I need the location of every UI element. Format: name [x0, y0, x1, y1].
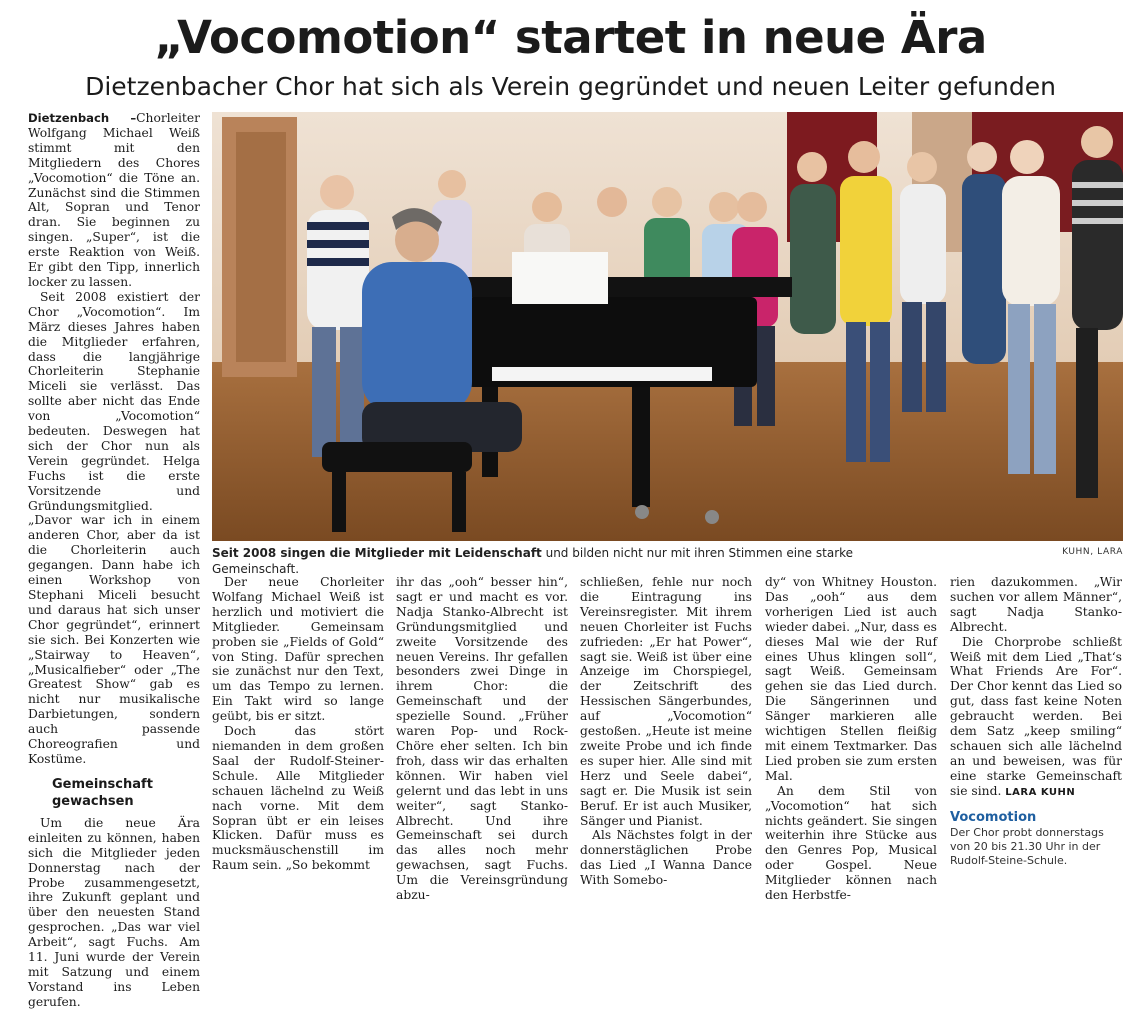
paragraph	[950, 635, 1122, 801]
choir-photo-illustration	[212, 112, 1123, 541]
subheadline: Dietzenbacher Chor hat sich als Verein gegründet und neuen Leiter gefunden	[85, 72, 1056, 101]
paragraph: Seit 2008 existiert der Chor „Vocomotion“. Im März dieses Jahres haben die Mitglieder erfahren, dass die langjährige Chorleiterin Stephanie Miceli sie verlässt. Das sollte aber nicht das Ende von „Vocomotion“ bedeuten. Deswegen hat sich der Chor nun als Verein gegründet. Helga Fuchs ist die erste Vorsitzende und Gründungsmitglied. „Davor war ich in einem anderen Chor, aber da ist die Chorleiterin auch gegangen. Dann habe ich einen Workshop von Stephani Miceli besucht und daraus hat sich unser Chor gegründet“, erinnert sie sich. Bei Konzerten wie „Stairway to Heaven“, „Musicalfieber“ oder „The Greatest Show“ gab es nicht nur musikalische Darbietungen, sondern auch passende Choreografien und Kostüme.	[28, 289, 200, 766]
choir-photo	[212, 112, 1123, 541]
headline: „Vocomotion“ startet in neue Ära	[154, 11, 987, 64]
info-box-title: Vocomotion	[950, 809, 1037, 825]
article-column-1	[28, 111, 200, 1010]
dateline: Dietzenbach –	[28, 111, 137, 125]
photo-credit: KUHN, LARA	[1062, 547, 1123, 557]
paragraph-text: Chorleiter Wolfgang Michael Weiß stimmt mit den Mitgliedern des Chores „Vocomotion“ die Töne an. Zunächst sind die Stimmen Alt, Sopran und Tenor dran. Sie beginnen zu singen. „Super“, ist die erste Reaktion von Weiß. Er gibt den Tipp, innerlich locker zu lassen.	[28, 111, 200, 289]
paragraph: Als Nächstes folgt in der donnerstäglichen Probe das Lied „I Wanna Dance With Somebo-	[580, 828, 752, 888]
paragraph-text: Die Chorprobe schließt Weiß mit dem Lied „That‘s What Friends Are For“. Der Chor kennt das Lied so gut, dass fast keine Noten gebraucht werden. Bei dem Satz „keep smiling“ schauen sich alle lächelnd an und beweisen, was für eine starke Gemeinschaft sie sind.	[950, 634, 1122, 798]
photo-caption-text: und bilden nicht nur mit ihren Stimmen eine starke Gemeinschaft.	[212, 546, 854, 576]
paragraph: dy“ von Whitney Houston. Das „ooh“ aus dem vorherigen Lied ist auch wieder dabei. „Nur, dass es dieses Mal wie der Ruf eines Uhus klingen soll“, sagt Weiß. Gemeinsam gehen sie das Lied durch. Die Sängerinnen und Sänger markieren alle wichtigen Stellen fleißig mit einem Textmarker. Das Lied proben sie zum ersten Mal.	[765, 575, 937, 783]
article-column-5	[765, 575, 937, 903]
paragraph: Um die neue Ära einleiten zu können, haben sich die Mitglieder jeden Donnerstag nach der Probe zusammengesetzt, ihre Zukunft geplant und über den neuesten Stand gesprochen. „Das war viel Arbeit“, sagt Fuchs. Am 11. Juni wurde der Verein mit Satzung und einem Vorstand ins Leben gerufen.	[28, 815, 200, 1009]
paragraph: rien dazukommen. „Wir suchen vor allem Männer“, sagt Nadja Stanko-Albrecht.	[950, 575, 1122, 634]
author-byline: LARA KUHN	[1005, 786, 1076, 798]
article-column-4	[580, 575, 752, 888]
article-column-2	[212, 575, 384, 873]
info-box-text: Der Chor probt donnerstags von 20 bis 21.30 Uhr in der Rudolf-Steine-Schule.	[950, 825, 1104, 867]
paragraph: Der neue Chorleiter Wolfang Michael Weiß ist herzlich und motiviert die Mitglieder. Gemeinsam proben sie „Fields of Gold“ von Sting. Dafür sprechen sie zunächst nur den Text, um das Tempo zu lernen. Ein Takt wird so lange geübt, bis er sitzt.	[212, 575, 384, 724]
paragraph: schließen, fehle nur noch die Eintragung ins Vereinsregister. Mit ihrem neuen Chorleiter ist Fuchs zufrieden: „Er hat Power“, sagt sie. Weiß ist über eine Anzeige im Chorspiegel, der Zeitschrift des Hessischen Sängerbundes, auf „Vocomotion“ gestoßen. „Heute ist meine zweite Probe und ich finde es super hier. Alle sind mit Herz und Seele dabei“, sagt er. Die Musik ist sein Beruf. Er ist auch Musiker, Sänger und Pianist.	[580, 575, 752, 828]
photo-caption-lead: Seit 2008 singen die Mitglieder mit Leidenschaft	[212, 546, 542, 560]
paragraph	[28, 111, 200, 290]
article-column-3	[396, 575, 568, 903]
article-column-6	[950, 575, 1122, 868]
photo-caption	[212, 545, 912, 577]
paragraph: Doch das stört niemanden in dem großen Saal der Rudolf-Steiner-Schule. Alle Mitglieder schauen lächelnd zu Weiß nach vorne. Mit dem Sopran übt er ein leises Klicken. Dafür muss es mucksmäuschenstill im Raum sein. „So bekommt	[212, 724, 384, 873]
subheading: Gemeinschaft gewachsen	[52, 776, 153, 809]
paragraph: ihr das „ooh“ besser hin“, sagt er und macht es vor. Nadja Stanko-Albrecht ist Gründungsmitglied und zweite Vorsitzende des neuen Vereins. Ihr gefallen besonders zwei Dinge in ihrem Chor: die Gemeinschaft und der spezielle Sound. „Früher waren Pop- und Rock-Chöre eher selten. Ich bin froh, dass wir das erhalten können. Wir haben viel gelernt und das lebt in uns weiter“, sagt Stanko-Albrecht. Und ihre Gemeinschaft sei durch das alles noch mehr gewachsen, sagt Fuchs. Um die Vereinsgründung abzu-	[396, 575, 568, 903]
paragraph: An dem Stil von „Vocomotion“ hat sich nichts geändert. Sie singen weiterhin ihre Stücke aus den Genres Pop, Musical oder Gospel. Neue Mitglieder können nach den Herbstfe-	[765, 783, 937, 903]
